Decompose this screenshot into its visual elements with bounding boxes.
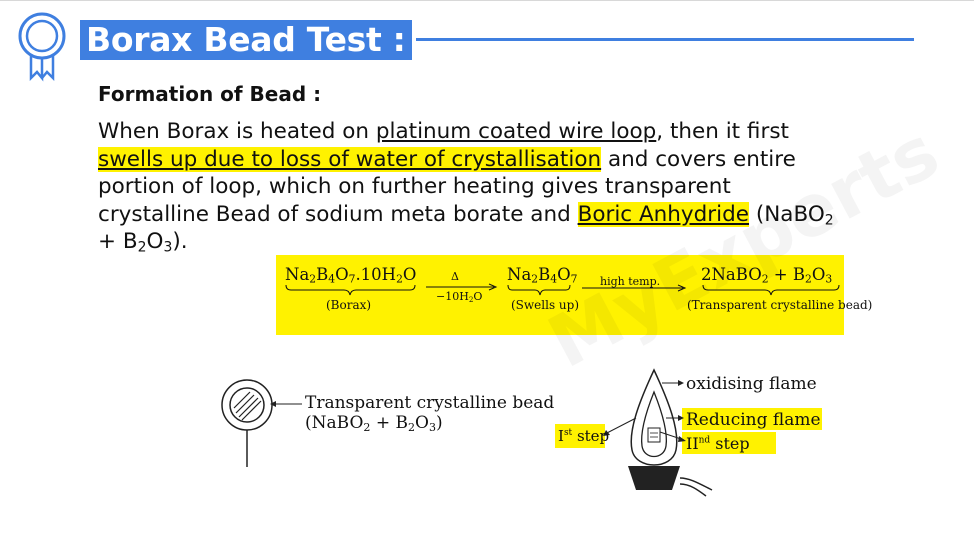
section-subheading: Formation of Bead : bbox=[98, 82, 322, 106]
para-text: and covers entire bbox=[601, 146, 796, 172]
page-title: Borax Bead Test : bbox=[80, 20, 412, 60]
para-text: When Borax is heated on bbox=[98, 119, 376, 144]
arrow2-top-label: high temp. bbox=[600, 275, 661, 288]
reactant-formula: $Na_2B_4O_7.10H_2O$ bbox=[285, 265, 417, 286]
highlight-swells: swells up due to loss of water of crystallisation bbox=[98, 146, 602, 172]
step1-label: Ist step bbox=[558, 427, 610, 445]
arrow1-bottom-label: $-10H_2O$ bbox=[436, 290, 483, 304]
subscript: 3 bbox=[163, 239, 173, 256]
para-text: , then it first bbox=[656, 119, 789, 144]
reducing-flame-label: Reducing flame bbox=[686, 410, 821, 430]
bead-label: Transparent crystalline bead bbox=[305, 393, 555, 413]
oxidising-flame-label: oxidising flame bbox=[686, 374, 817, 394]
para-text: ). bbox=[172, 229, 188, 254]
product-formula: 2NaBO$_2$ + $B_2O_3$ bbox=[701, 265, 833, 286]
intermediate-formula: $Na_2B_4O_7$ bbox=[507, 265, 578, 286]
intermediate-label: (Swells up) bbox=[511, 298, 580, 312]
arrow1-top-label: Δ bbox=[451, 270, 459, 283]
subscript: 2 bbox=[824, 211, 834, 228]
bead-formula: (NaBO$_2$ + $B_2O_3$) bbox=[305, 413, 443, 434]
highlight-boric-anhydride: Boric Anhydride bbox=[577, 201, 749, 227]
para-text: crystalline Bead of sodium meta borate and bbox=[98, 201, 578, 227]
para-text: platinum coated wire loop bbox=[375, 119, 657, 144]
reactant-label: (Borax) bbox=[326, 298, 372, 312]
para-text: portion of loop, which on further heating gives transparent bbox=[98, 174, 731, 199]
product-label: (Transparent crystalline bead) bbox=[687, 298, 873, 312]
para-text: + B bbox=[98, 229, 138, 254]
para-text: O bbox=[146, 229, 164, 254]
subscript: 2 bbox=[137, 239, 147, 256]
para-text: (NaBO bbox=[748, 201, 825, 227]
step2-label: IInd step bbox=[686, 434, 750, 453]
